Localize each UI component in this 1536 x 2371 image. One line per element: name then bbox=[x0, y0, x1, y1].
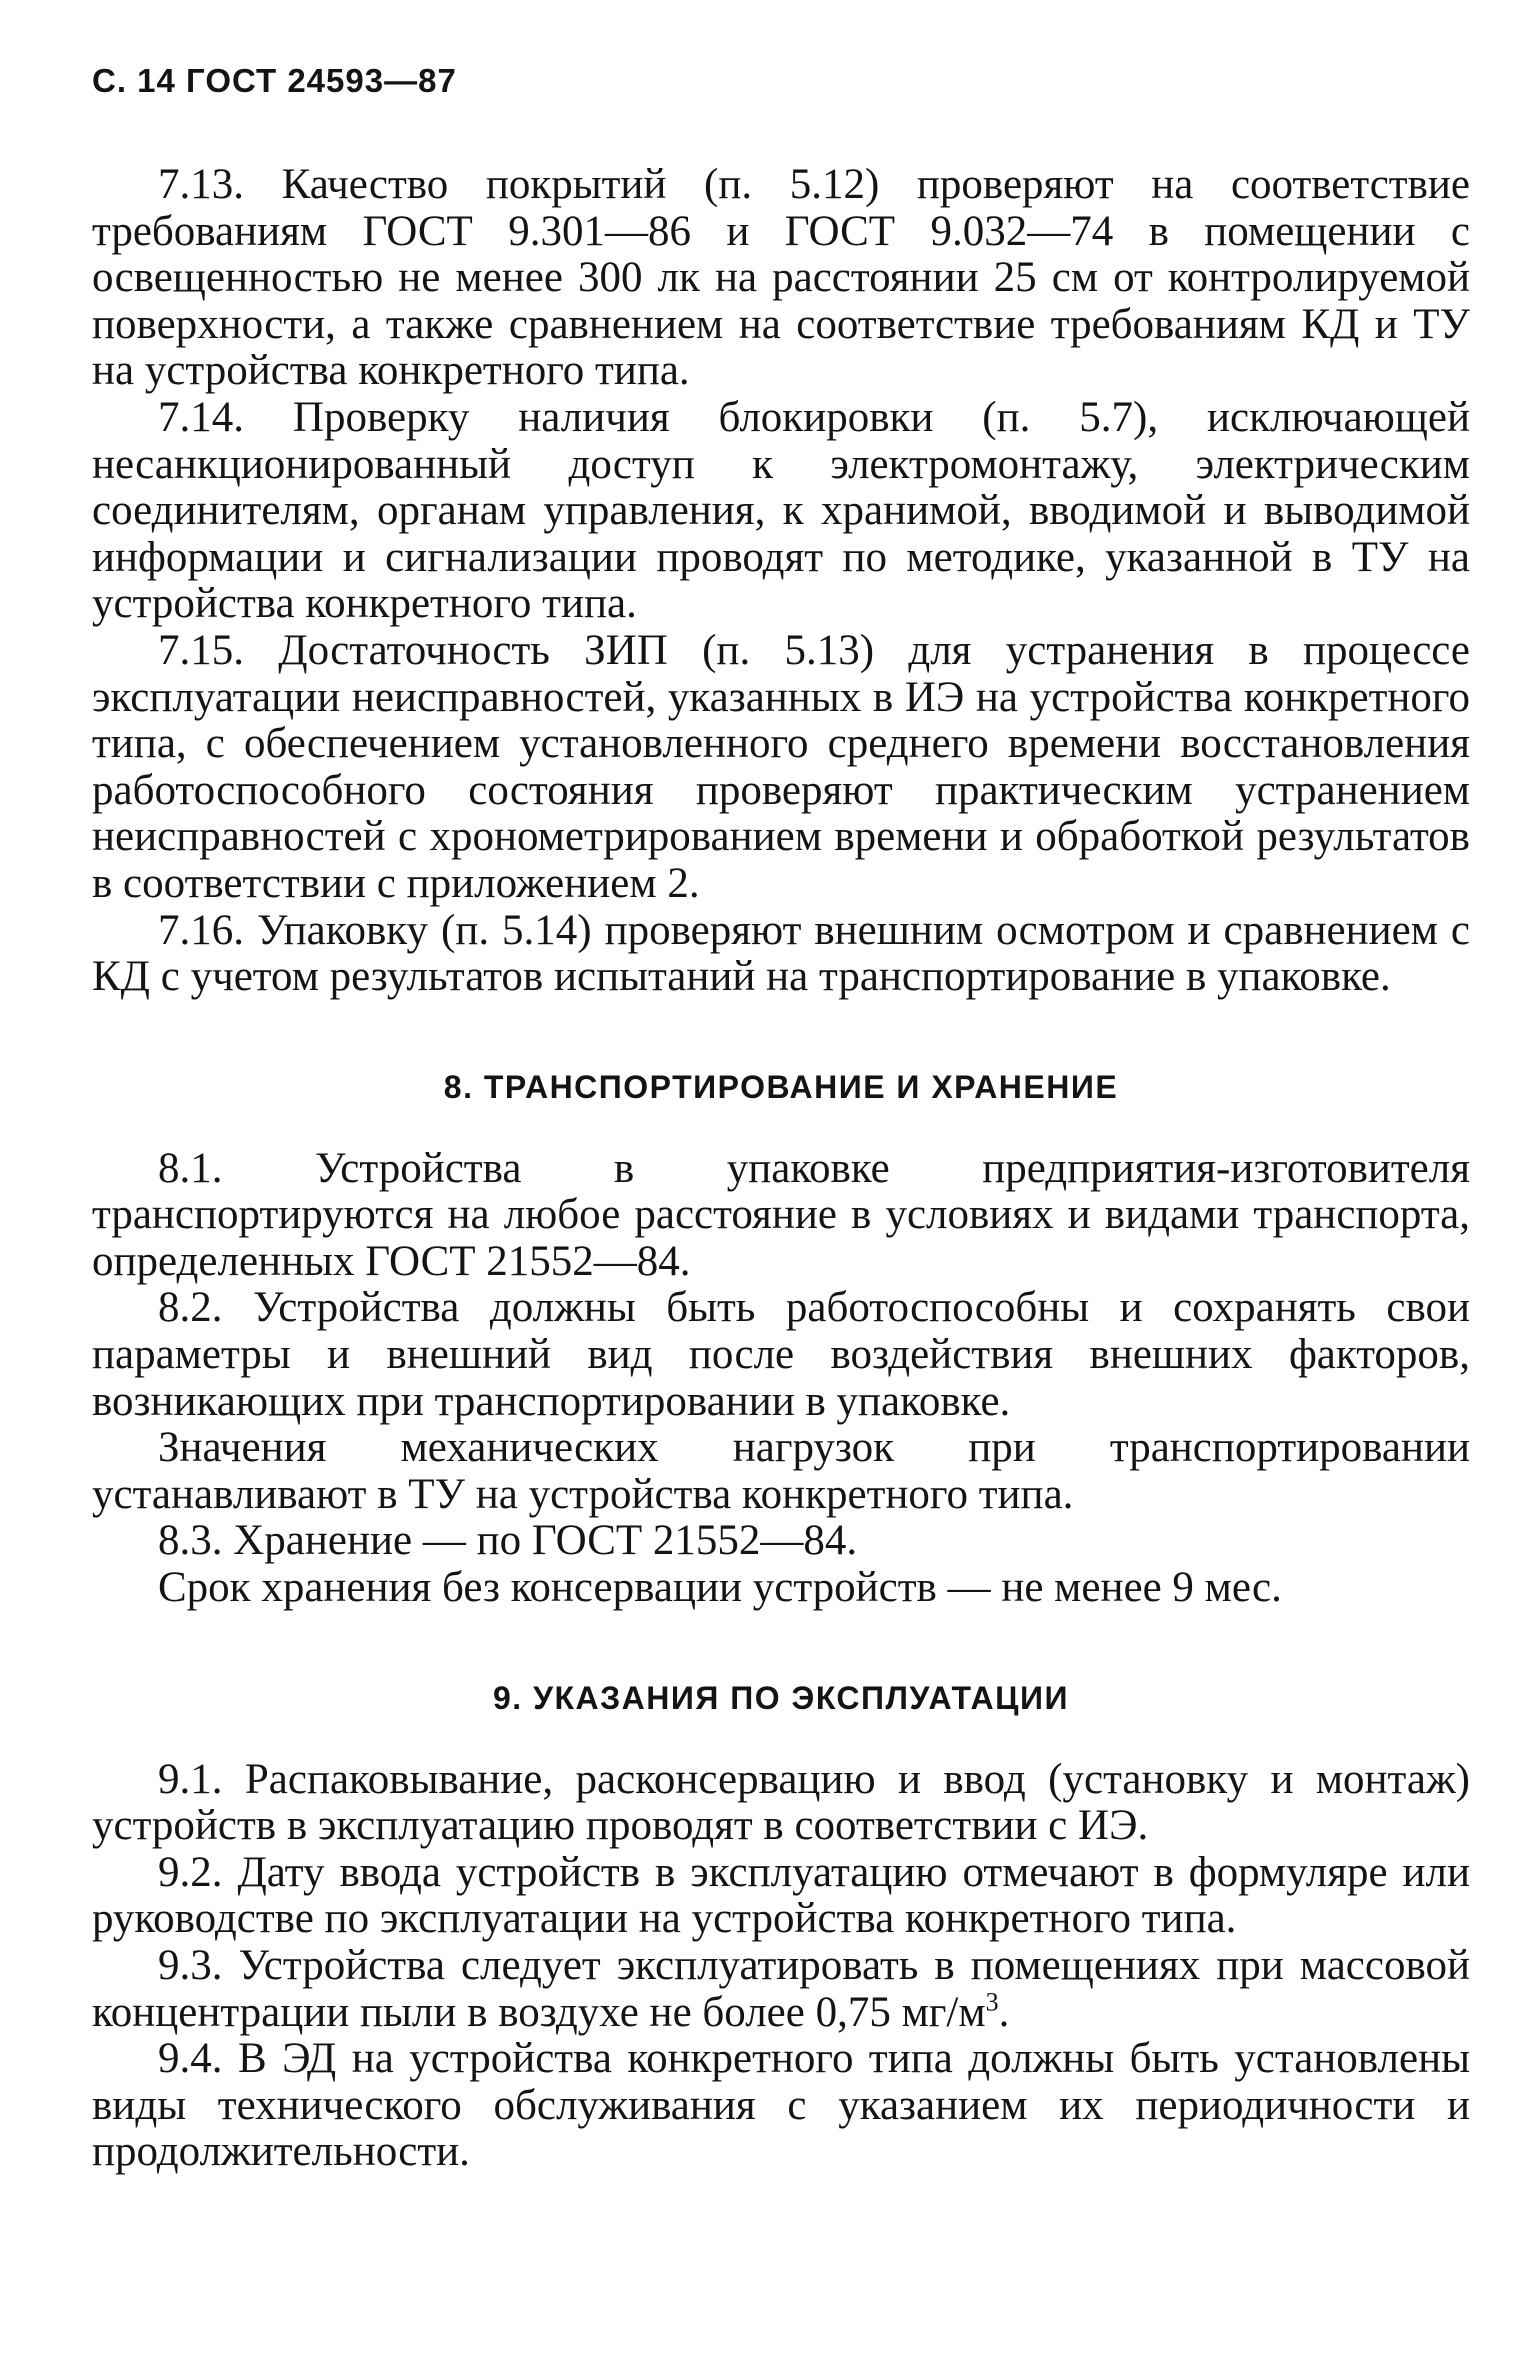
document-page bbox=[92, 62, 1470, 2176]
paragraph-7-13: 7.13. Качество покрытий (п. 5.12) проверяют на соответствие требованиям ГОСТ 9.301—86 и ГОСТ 9.032—74 в помещении с освещенностью не менее 300 лк на расстоянии 25 см от контролируемой поверхности, а также сравнением на соответствие требованиям КД и ТУ на устройства конкретного типа. bbox=[92, 161, 1470, 395]
paragraph-8-1: 8.1. Устройства в упаковке предприятия-изготовителя транспортируются на любое расстояние в условиях и видами транспорта, определенных ГОСТ 21552—84. bbox=[92, 1144, 1470, 1285]
paragraph-7-16: 7.16. Упаковку (п. 5.14) проверяют внешним осмотром и сравнением с КД с учетом результатов испытаний на транспортирование в упаковке. bbox=[92, 906, 1470, 1001]
paragraph-8-2-loads: Значения механических нагрузок при транспортировании устанавливают в ТУ на устройства конкретного типа. bbox=[92, 1424, 1470, 1518]
paragraph-8-2: 8.2. Устройства должны быть работоспособны и сохранять свои параметры и внешний вид после воздействия внешних факторов, возникающих при транспортировании в упаковке. bbox=[92, 1284, 1470, 1425]
paragraph-7-15: 7.15. Достаточность ЗИП (п. 5.13) для устранения в процессе эксплуатации неисправностей, указанных в ИЭ на устройства конкретного типа, с обеспечением установленного среднего времени восстановления работоспособного состояния проверяют практическим устранением неисправностей с хронометрированием времени и обработкой результатов в соответствии с приложением 2. bbox=[92, 626, 1470, 907]
paragraph-9-3 bbox=[92, 1943, 1470, 2036]
paragraph-8-3: 8.3. Хранение — по ГОСТ 21552—84. bbox=[158, 1517, 858, 1565]
paragraph-9-4: 9.4. В ЭД на устройства конкретного типа должны быть установлены виды технического обслуживания с указанием их периодичности и продолжительности. bbox=[92, 2035, 1470, 2176]
section-8-body bbox=[92, 1146, 1470, 1612]
paragraph-9-2: 9.2. Дату ввода устройств в эксплуатацию отмечают в формуляре или руководстве по эксплуатации на устройства конкретного типа. bbox=[92, 1848, 1470, 1943]
paragraph-9-1: 9.1. Распаковывание, расконсервацию и ввод (установку и монтаж) устройств в эксплуатацию проводят в соответствии с ИЭ. bbox=[92, 1755, 1470, 1850]
superscript-3: 3 bbox=[985, 1987, 999, 2017]
section-9-heading: 9. УКАЗАНИЯ ПО ЭКСПЛУАТАЦИИ bbox=[492, 1679, 1070, 1716]
running-head: С. 14 ГОСТ 24593—87 bbox=[92, 62, 457, 99]
section-9-body bbox=[92, 1757, 1470, 2176]
paragraph-7-14: 7.14. Проверку наличия блокировки (п. 5.7), исключающей несанкционированный доступ к электромонтажу, электрическим соединителям, органам управления, к хранимой, вводимой и выводимой информации и сигнализации проводят по методике, указанной в ТУ на устройства конкретного типа. bbox=[92, 393, 1470, 628]
paragraph-8-3-term: Срок хранения без консервации устройств — не менее 9 мес. bbox=[158, 1564, 1282, 1612]
paragraph-9-3-text: 9.3. Устройства следует эксплуатировать в помещениях при массовой концентрации пыли в воздухе не более 0,75 мг/м bbox=[92, 1942, 1470, 2036]
paragraph-9-3-end: . bbox=[998, 1988, 1010, 2036]
section-8-heading: 8. ТРАНСПОРТИРОВАНИЕ И ХРАНЕНИЕ bbox=[443, 1068, 1119, 1105]
section-7-body bbox=[92, 162, 1470, 1001]
